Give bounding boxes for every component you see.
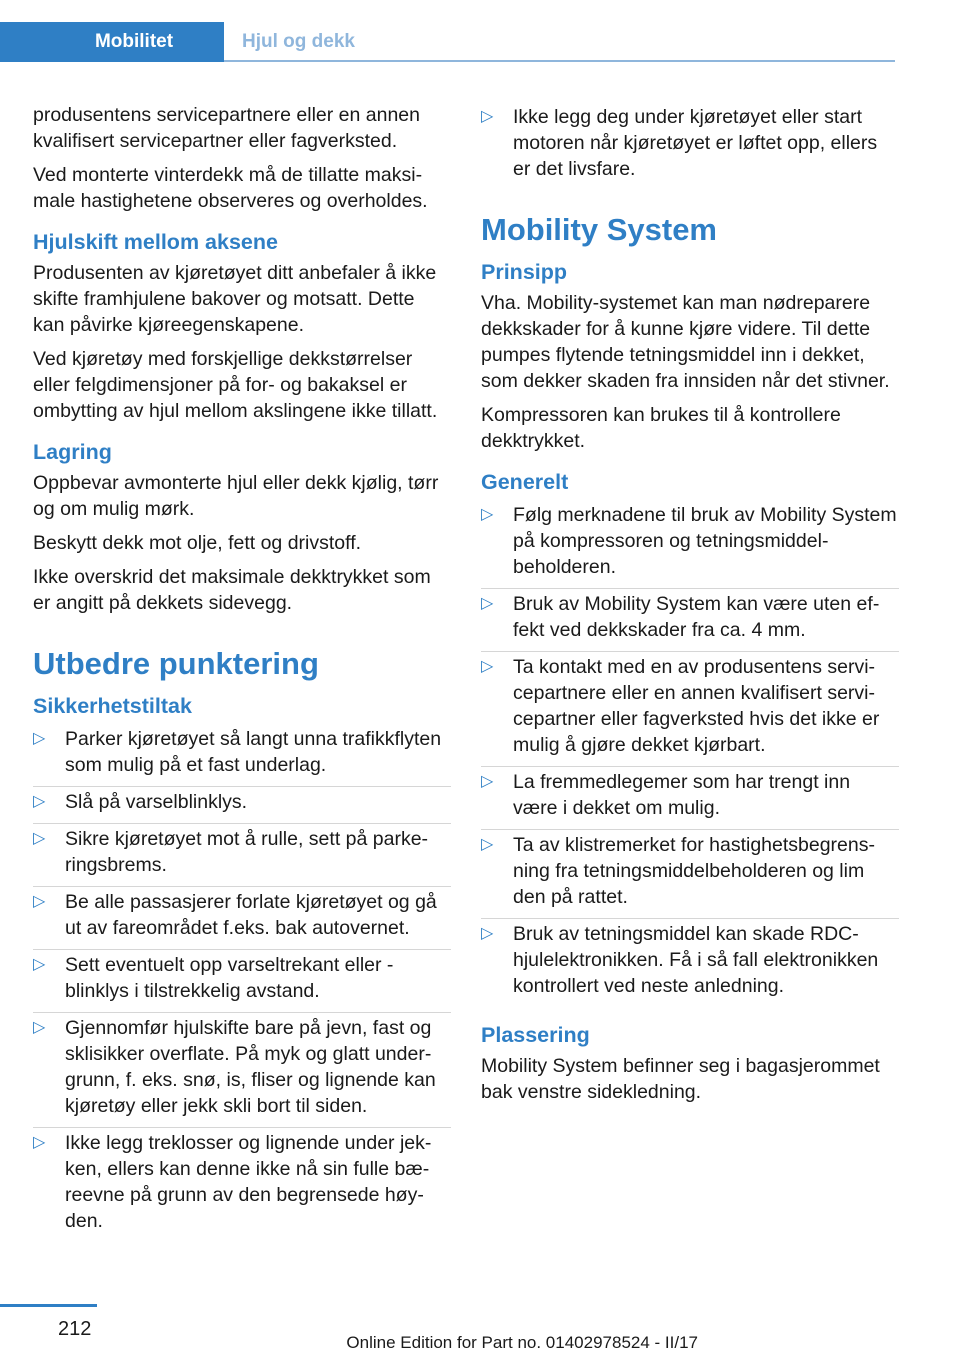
triangle-right-icon: ▷: [481, 773, 494, 790]
section-heading-principle: Prinsipp: [481, 260, 568, 284]
list-item: ▷ La fremmedlegemer som har trengt inn være i dekket om mulig.: [481, 766, 899, 829]
tab-mobilitet[interactable]: Mobilitet: [0, 22, 224, 62]
paragraph: Ved kjøretøy med forskjellige dekkstørrelser eller felgdimensjoner på for- og bakaksel er ombytting av hjul mellom akslingene ikke tillatt.: [33, 348, 438, 422]
section-heading-location: Plassering: [481, 1023, 590, 1047]
right-column: [481, 102, 899, 1113]
triangle-right-icon: ▷: [33, 830, 46, 847]
triangle-right-icon: ▷: [33, 793, 46, 810]
section-heading-general: Generelt: [481, 470, 569, 494]
triangle-right-icon: ▷: [481, 658, 494, 675]
paragraph: Vha. Mobility-systemet kan man nødreparere dekkskader for å kunne kjøre videre. Til dette pumpes flytende tetningsmiddel inn i dekket, som dekker skaden fra innsiden når det stivner.: [481, 292, 890, 392]
list-item: ▷ Ta kontakt med en av produsentens servicepartnere eller en annen kvalifisert servicepartner eller fagverksted hvis det ikke er mulig å gjøre dekket kjørbart.: [481, 651, 899, 766]
triangle-right-icon: ▷: [481, 506, 494, 523]
section-heading-safety: Sikkerhetstiltak: [33, 694, 192, 718]
paragraph: Mobility System befinner seg i bagasjerommet bak venstre sidekledning.: [481, 1055, 880, 1103]
triangle-right-icon: ▷: [33, 1134, 46, 1151]
list-item: ▷ Sikre kjøretøyet mot å rulle, sett på parkeringsbrems.: [33, 823, 451, 886]
safety-list: [33, 724, 451, 1242]
list-item: ▷ Ikke legg deg under kjøretøyet eller start motoren når kjøretøyet er løftet opp, ellers er det livsfare.: [481, 106, 878, 180]
chapter-heading-repair: Utbedre punktering: [33, 646, 319, 681]
safety-list-continued: [481, 102, 899, 190]
general-list: [481, 500, 899, 1007]
paragraph: produsentens servicepartnere eller en annen kvalifisert servicepartner eller fagverksted.: [33, 104, 421, 152]
footer-rule: [0, 1304, 97, 1307]
list-item: ▷ Sett eventuelt opp varseltrekant eller -blinklys i tilstrekkelig avstand.: [33, 949, 451, 1012]
list-item: ▷ Følg merknadene til bruk av Mobility System på kompressoren og tetningsmiddelbeholderen.: [481, 504, 897, 578]
triangle-right-icon: ▷: [481, 595, 494, 612]
edition-note: Online Edition for Part no. 01402978524 - II/17: [346, 1333, 698, 1352]
paragraph: Beskytt dekk mot olje, fett og drivstoff.: [33, 532, 362, 554]
section-heading-wheel-swap: Hjulskift mellom aksene: [33, 230, 278, 254]
list-item: ▷ Be alle passasjerer forlate kjøretøyet og gå ut av fareområdet f.eks. bak autovernet.: [33, 886, 451, 949]
paragraph: Oppbevar avmonterte hjul eller dekk kjølig, tørr og om mulig mørk.: [33, 472, 439, 520]
triangle-right-icon: ▷: [33, 1019, 46, 1036]
list-item: ▷ Ikke legg treklosser og lignende under jekken, ellers kan denne ikke nå sin fulle bæreevne på grunn av den begrensede høyden.: [33, 1127, 451, 1242]
triangle-right-icon: ▷: [33, 956, 46, 973]
triangle-right-icon: ▷: [481, 836, 494, 853]
header-rule: [224, 60, 895, 62]
paragraph: Ved monterte vinterdekk må de tillatte maksimale hastighetene observeres og overholdes.: [33, 164, 428, 212]
triangle-right-icon: ▷: [33, 893, 46, 910]
tab-hjul-og-dekk[interactable]: Hjul og dekk: [242, 31, 355, 52]
paragraph: Ikke overskrid det maksimale dekktrykket som er angitt på dekkets sidevegg.: [33, 566, 431, 614]
triangle-right-icon: ▷: [481, 108, 494, 125]
list-item: ▷ Ta av klistremerket for hastighetsbegrensning fra tetningsmiddelbeholderen og lim den på rattet.: [481, 829, 899, 918]
paragraph: Produsenten av kjøretøyet ditt anbefaler å ikke skifte framhjulene bakover og motsatt. Dette kan påvirke kjøreegenskapene.: [33, 262, 437, 336]
list-item: ▷ Slå på varselblinklys.: [33, 786, 451, 823]
page-number: 212: [58, 1318, 92, 1340]
list-item: ▷ Gjennomfør hjulskifte bare på jevn, fast og sklisikker overflate. På myk og glatt undergrunn, f. eks. snø, is, fliser og lignende kan kjøretøy eller jekk skli bort til siden.: [33, 1012, 451, 1127]
header-bar: [0, 0, 895, 62]
paragraph: Kompressoren kan brukes til å kontrollere dekktrykket.: [481, 404, 841, 452]
chapter-heading-mobility-system: Mobility System: [481, 212, 717, 247]
section-heading-storage: Lagring: [33, 440, 112, 464]
triangle-right-icon: ▷: [33, 730, 46, 747]
list-item: ▷ Bruk av tetningsmiddel kan skade RDC-hjulelektronikken. Få i så fall elektronikken kontrollert ved neste anledning.: [481, 918, 899, 1007]
triangle-right-icon: ▷: [481, 925, 494, 942]
list-item: ▷ Bruk av Mobility System kan være uten effekt ved dekkskader fra ca. 4 mm.: [481, 588, 899, 651]
left-column: [33, 102, 451, 1242]
list-item: ▷ Parker kjøretøyet så langt unna trafikkflyten som mulig på et fast underlag.: [33, 728, 442, 776]
